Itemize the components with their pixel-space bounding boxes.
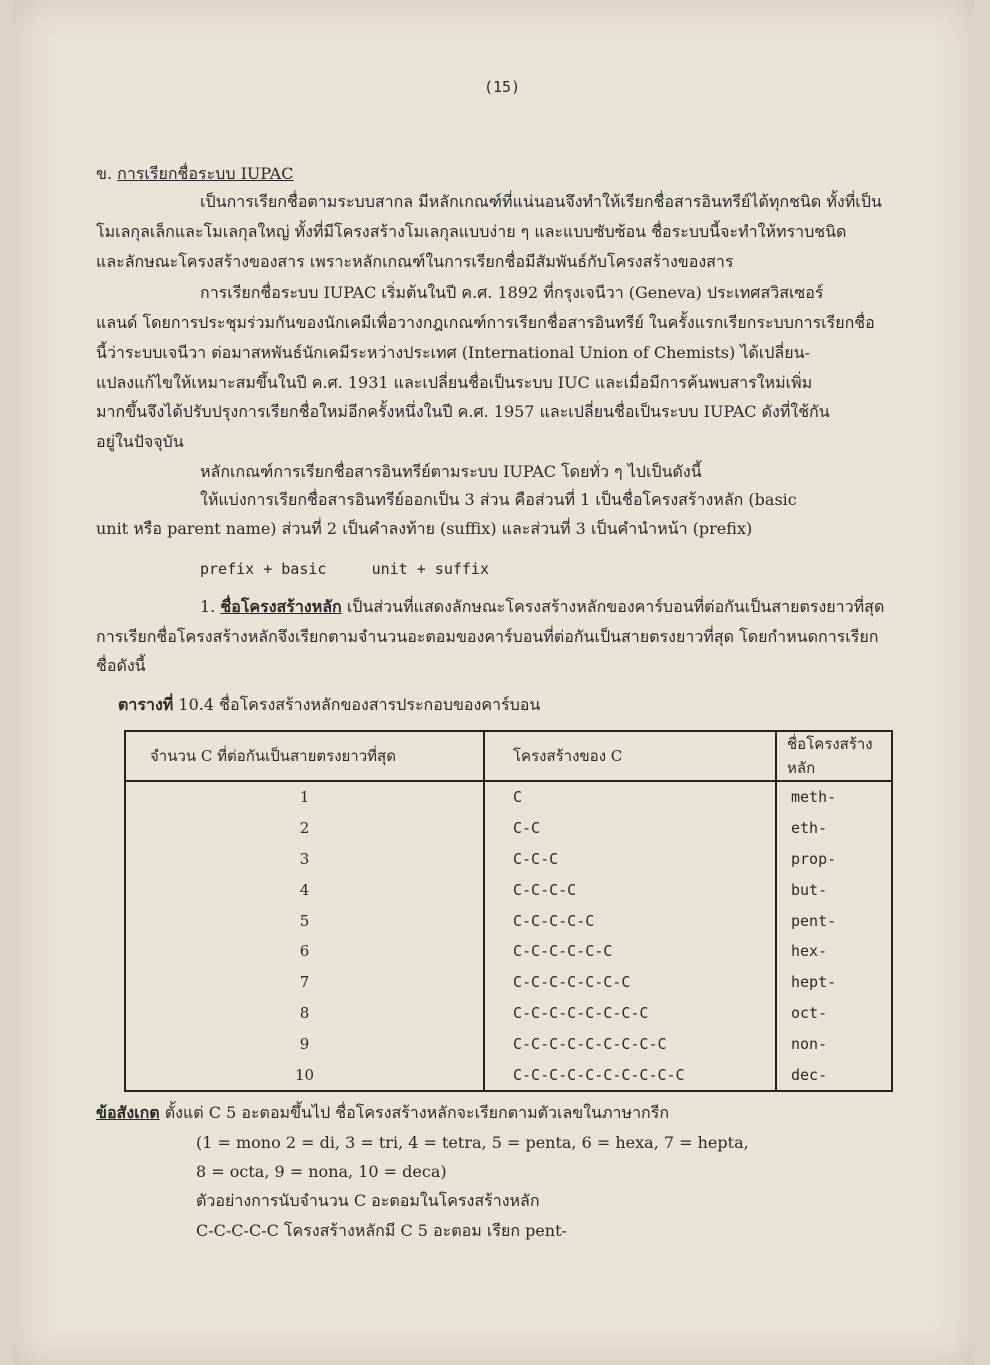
formula-rest: unit + suffix [371, 560, 489, 578]
parent-name-table [124, 730, 893, 1092]
rule-1-line [200, 597, 884, 617]
cell-parent-name: hept- [776, 967, 892, 998]
note-line: C-C-C-C-C โครงสร้างหลักมี C 5 อะตอม เรียก pent- [196, 1221, 567, 1240]
cell-structure: C-C-C [484, 844, 776, 875]
cell-structure: C [484, 781, 776, 813]
table-row [125, 998, 892, 1029]
header-carbon-count: จำนวน C ที่ต่อกันเป็นสายตรงยาวที่สุด [125, 731, 484, 781]
table-caption-text: 10.4 ชื่อโครงสร้างหลักของสารประกอบของคาร์บอน [178, 695, 541, 714]
table-row [125, 967, 892, 998]
cell-parent-name: prop- [776, 844, 892, 875]
paragraph-line: unit หรือ parent name) ส่วนที่ 2 เป็นคำลงท้าย (suffix) และส่วนที่ 3 เป็นคำนำหน้า (prefix) [96, 519, 753, 538]
paragraph-line: นี้ว่าระบบเจนีวา ต่อมาสหพันธ์นักเคมีระหว่างประเทศ (International Union of Chemists) ได้เปลี่ยน- [96, 343, 810, 362]
cell-structure: C-C-C-C-C-C-C [484, 967, 776, 998]
page-number: (15) [484, 78, 521, 96]
paragraph-line: โมเลกุลเล็กและโมเลกุลใหญ่ ทั้งที่มีโครงสร้างโมเลกุลแบบง่าย ๆ และแบบซับซ้อน ชื่อระบบนี้จะทำให้ทราบชนิด [96, 222, 847, 241]
cell-carbon-count: 7 [125, 967, 484, 998]
cell-parent-name: dec- [776, 1059, 892, 1091]
cell-structure: C-C-C-C-C-C-C-C-C-C [484, 1059, 776, 1091]
cell-parent-name: but- [776, 874, 892, 905]
table-row [125, 905, 892, 936]
table-row [125, 781, 892, 813]
paragraph-line: และลักษณะโครงสร้างของสาร เพราะหลักเกณฑ์ในการเรียกชื่อมีสัมพันธ์กับโครงสร้างของสาร [96, 252, 734, 271]
note-text: ตั้งแต่ C 5 อะตอมขึ้นไป ชื่อโครงสร้างหลักจะเรียกตามตัวเลขในภาษากรีก [164, 1103, 670, 1122]
paragraph-line: มากขึ้นจึงได้ปรับปรุงการเรียกชื่อใหม่อีกครั้งหนึ่งในปี ค.ศ. 1957 และเปลี่ยนชื่อเป็นระบบ IUPAC ดังที่ใช้กัน [96, 402, 830, 421]
cell-parent-name: pent- [776, 905, 892, 936]
cell-structure: C-C-C-C [484, 874, 776, 905]
naming-formula [200, 560, 489, 578]
cell-carbon-count: 4 [125, 874, 484, 905]
section-title: การเรียกชื่อระบบ IUPAC [117, 164, 294, 183]
cell-structure: C-C-C-C-C [484, 905, 776, 936]
paragraph-line: หลักเกณฑ์การเรียกชื่อสารอินทรีย์ตามระบบ IUPAC โดยทั่ว ๆ ไปเป็นดังนี้ [200, 462, 702, 481]
paragraph-line: ให้แบ่งการเรียกชื่อสารอินทรีย์ออกเป็น 3 ส่วน คือส่วนที่ 1 เป็นชื่อโครงสร้างหลัก (basic [200, 490, 797, 509]
cell-carbon-count: 8 [125, 998, 484, 1029]
note-line: (1 = mono 2 = di, 3 = tri, 4 = tetra, 5 = penta, 6 = hexa, 7 = hepta, [196, 1133, 749, 1152]
table-row [125, 936, 892, 967]
note-line: 8 = octa, 9 = nona, 10 = deca) [196, 1162, 447, 1181]
paragraph-line: แปลงแก้ไขให้เหมาะสมขึ้นในปี ค.ศ. 1931 และเปลี่ยนชื่อเป็นระบบ IUC และเมื่อมีการค้นพบสารใหม่เพิ่ม [96, 373, 813, 392]
cell-structure: C-C [484, 813, 776, 844]
cell-carbon-count: 9 [125, 1028, 484, 1059]
table-row [125, 1059, 892, 1091]
cell-structure: C-C-C-C-C-C-C-C-C [484, 1028, 776, 1059]
cell-carbon-count: 2 [125, 813, 484, 844]
note-line [96, 1103, 669, 1123]
cell-parent-name: meth- [776, 781, 892, 813]
table-header-row [125, 731, 892, 781]
rule-number: 1. [200, 597, 216, 616]
rule-text: เป็นส่วนที่แสดงลักษณะโครงสร้างหลักของคาร์บอนที่ต่อกันเป็นสายตรงยาวที่สุด [346, 597, 885, 616]
rule-1-line: ชื่อดังนี้ [96, 656, 146, 675]
paragraph-line: แลนด์ โดยการประชุมร่วมกันของนักเคมีเพื่อวางกฎเกณฑ์การเรียกชื่อสารอินทรีย์ ในครั้งแรกเรียกระบบการเรียกชื่อ [96, 313, 875, 332]
cell-carbon-count: 1 [125, 781, 484, 813]
table-row [125, 844, 892, 875]
cell-carbon-count: 6 [125, 936, 484, 967]
section-label: ข. [96, 164, 113, 183]
header-parent-name: ชื่อโครงสร้างหลัก [776, 731, 892, 781]
cell-structure: C-C-C-C-C-C-C-C [484, 998, 776, 1029]
cell-parent-name: non- [776, 1028, 892, 1059]
rule-1-line: การเรียกชื่อโครงสร้างหลักจึงเรียกตามจำนวนอะตอมของคาร์บอนที่ต่อกันเป็นสายตรงยาวที่สุด โดยกำหนดการเรียก [96, 627, 879, 646]
section-heading [96, 164, 293, 184]
note-label: ข้อสังเกต [96, 1103, 160, 1122]
table-row [125, 813, 892, 844]
paragraph-line: การเรียกชื่อระบบ IUPAC เริ่มต้นในปี ค.ศ. 1892 ที่กรุงเจนีวา (Geneva) ประเทศสวิสเซอร์ [200, 283, 824, 302]
cell-parent-name: oct- [776, 998, 892, 1029]
cell-parent-name: eth- [776, 813, 892, 844]
table-row [125, 1028, 892, 1059]
cell-structure: C-C-C-C-C-C [484, 936, 776, 967]
note-line: ตัวอย่างการนับจำนวน C อะตอมในโครงสร้างหลัก [196, 1191, 540, 1210]
cell-carbon-count: 10 [125, 1059, 484, 1091]
cell-parent-name: hex- [776, 936, 892, 967]
table-row [125, 874, 892, 905]
table-caption-label: ตารางที่ [118, 695, 174, 714]
cell-carbon-count: 3 [125, 844, 484, 875]
cell-carbon-count: 5 [125, 905, 484, 936]
header-structure: โครงสร้างของ C [484, 731, 776, 781]
paragraph-line: เป็นการเรียกชื่อตามระบบสากล มีหลักเกณฑ์ที่แน่นอนจึงทำให้เรียกชื่อสารอินทรีย์ได้ทุกชนิด ทั้งที่เป็น [200, 192, 882, 211]
formula-prefix: prefix + basic [200, 560, 327, 578]
table-caption [118, 695, 540, 715]
paragraph-line: อยู่ในปัจจุบัน [96, 432, 184, 451]
rule-heading: ชื่อโครงสร้างหลัก [220, 597, 342, 616]
